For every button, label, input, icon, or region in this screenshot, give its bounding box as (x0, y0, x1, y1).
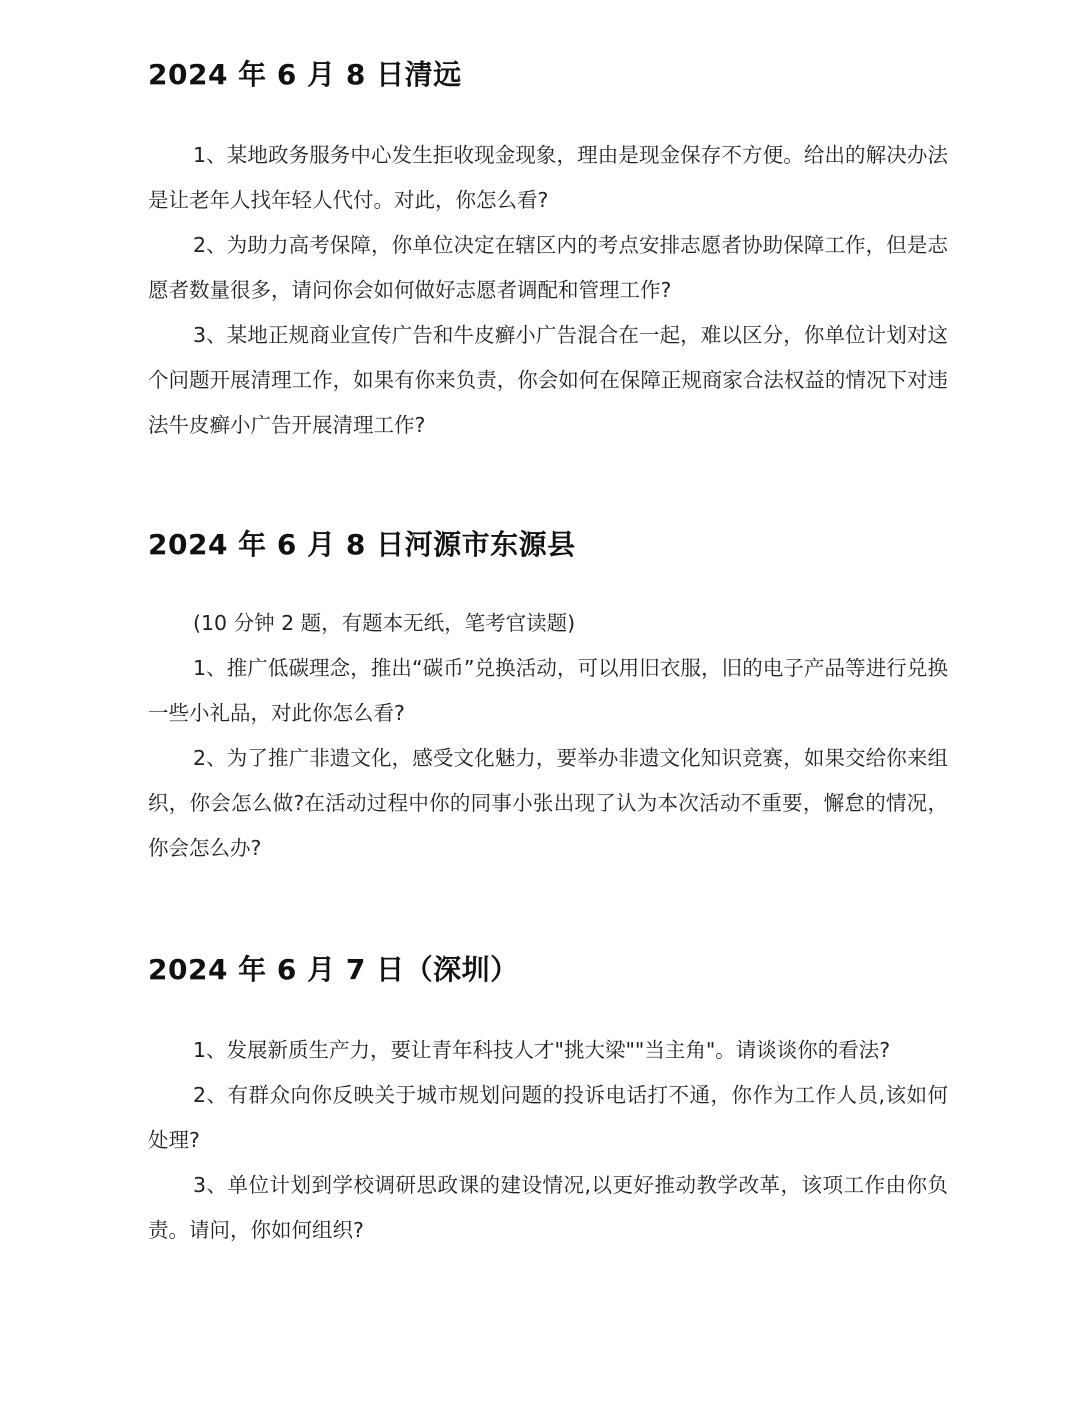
question-list (148, 1028, 948, 1253)
section-heading: 2024 年 6 月 7 日（深圳） (148, 953, 519, 986)
section-heyuan-dongyuan (148, 525, 948, 871)
question-list (148, 601, 948, 871)
question-item: 3、某地正规商业宣传广告和牛皮癣小广告混合在一起，难以区分，你单位计划对这个问题开展清理工作，如果有你来负责，你会如何在保障正规商家合法权益的情况下对违法牛皮癣小广告开展清理工作? (148, 323, 948, 437)
question-item: 1、发展新质生产力，要让青年科技人才"挑大梁""当主角"。请谈谈你的看法? (193, 1038, 891, 1062)
question-item: 1、推广低碳理念，推出“碳币”兑换活动，可以用旧衣服，旧的电子产品等进行兑换一些小礼品，对此你怎么看? (148, 656, 948, 725)
question-item: 2、为助力高考保障，你单位决定在辖区内的考点安排志愿者协助保障工作，但是志愿者数量很多，请问你会如何做好志愿者调配和管理工作? (148, 233, 948, 302)
exam-note: (10 分钟 2 题，有题本无纸，笔考官读题) (193, 611, 576, 635)
question-item: 3、单位计划到学校调研思政课的建设情况,以更好推动教学改革，该项工作由你负责。请问，你如何组织? (148, 1173, 948, 1242)
question-item: 1、某地政务服务中心发生拒收现金现象，理由是现金保存不方便。给出的解决办法是让老年人找年轻人代付。对此，你怎么看? (148, 143, 948, 212)
section-shenzhen (148, 950, 948, 1253)
question-item: 2、有群众向你反映关于城市规划问题的投诉电话打不通，你作为工作人员,该如何处理? (148, 1083, 948, 1152)
question-list (148, 133, 948, 448)
section-heading: 2024 年 6 月 8 日清远 (148, 58, 462, 91)
section-heading: 2024 年 6 月 8 日河源市东源县 (148, 528, 576, 561)
section-qingyuan (148, 55, 948, 448)
question-item: 2、为了推广非遗文化，感受文化魅力，要举办非遗文化知识竞赛，如果交给你来组织，你会怎么做?在活动过程中你的同事小张出现了认为本次活动不重要，懈怠的情况，你会怎么办? (148, 746, 948, 860)
